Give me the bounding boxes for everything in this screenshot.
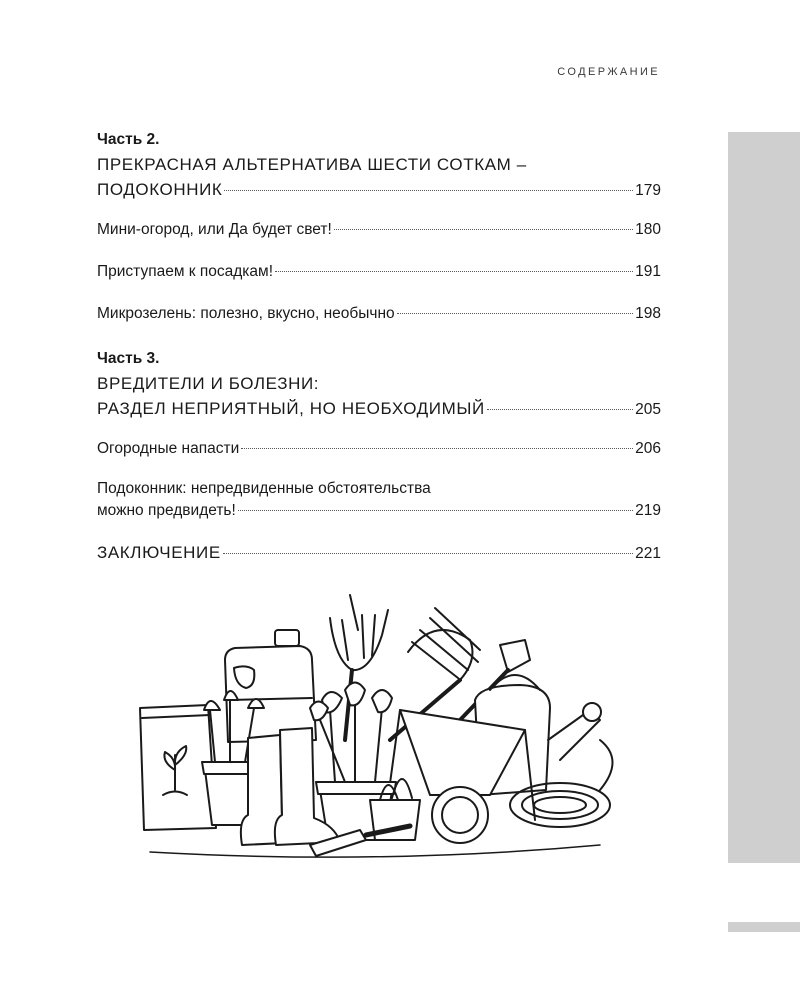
page-number: 205 bbox=[635, 401, 661, 418]
part2-title-line2: ПОДОКОННИК bbox=[97, 180, 223, 199]
entry-text: Приступаем к посадкам! bbox=[97, 263, 274, 280]
leader-dots bbox=[238, 510, 633, 511]
toc-entry[interactable] bbox=[97, 303, 661, 325]
part3-title-line1: ВРЕДИТЕЛИ И БОЛЕЗНИ: bbox=[97, 374, 320, 393]
canister-icon bbox=[225, 630, 316, 742]
entry-text: Мини-огород, или Да будет свет! bbox=[97, 221, 332, 238]
leader-dots bbox=[275, 271, 633, 272]
leader-dots bbox=[397, 313, 633, 314]
side-strip bbox=[728, 922, 800, 932]
leader-dots bbox=[224, 190, 633, 191]
entry-text: Огородные напасти bbox=[97, 440, 240, 457]
toc-entry[interactable] bbox=[97, 261, 661, 283]
part2-label: Часть 2. bbox=[97, 131, 160, 148]
garden-tools-illustration bbox=[130, 590, 630, 870]
table-of-contents bbox=[97, 130, 661, 565]
toc-entry-part3[interactable] bbox=[97, 396, 661, 422]
entry-text-line2: можно предвидеть! bbox=[97, 502, 236, 519]
toc-entry-conclusion[interactable] bbox=[97, 542, 661, 565]
toc-entry[interactable] bbox=[97, 438, 661, 460]
entry-text-line1: Подоконник: непредвиденные обстоятельства bbox=[97, 480, 431, 497]
leader-dots bbox=[487, 409, 633, 410]
page-number: 219 bbox=[635, 502, 661, 519]
section-header: СОДЕРЖАНИЕ bbox=[557, 66, 660, 78]
side-tab bbox=[728, 132, 800, 863]
leader-dots bbox=[223, 553, 633, 554]
leader-dots bbox=[241, 448, 633, 449]
page-number: 198 bbox=[635, 305, 661, 322]
toc-entry-part2[interactable] bbox=[97, 177, 661, 203]
pitchfork-icon bbox=[330, 595, 388, 740]
page-number: 179 bbox=[635, 182, 661, 199]
part2-title-line1: ПРЕКРАСНАЯ АЛЬТЕРНАТИВА ШЕСТИ СОТКАМ – bbox=[97, 155, 527, 174]
conclusion-text: ЗАКЛЮЧЕНИЕ bbox=[97, 543, 221, 562]
page-number: 206 bbox=[635, 440, 661, 457]
toc-entry[interactable] bbox=[97, 219, 661, 241]
part3-title-line2: РАЗДЕЛ НЕПРИЯТНЫЙ, НО НЕОБХОДИМЫЙ bbox=[97, 399, 485, 418]
page-number: 191 bbox=[635, 263, 661, 280]
toc-entry[interactable] bbox=[97, 500, 661, 522]
part3-label: Часть 3. bbox=[97, 350, 160, 367]
entry-text: Микрозелень: полезно, вкусно, необычно bbox=[97, 305, 395, 322]
page-number: 221 bbox=[635, 545, 661, 562]
page-number: 180 bbox=[635, 221, 661, 238]
leader-dots bbox=[334, 229, 633, 230]
